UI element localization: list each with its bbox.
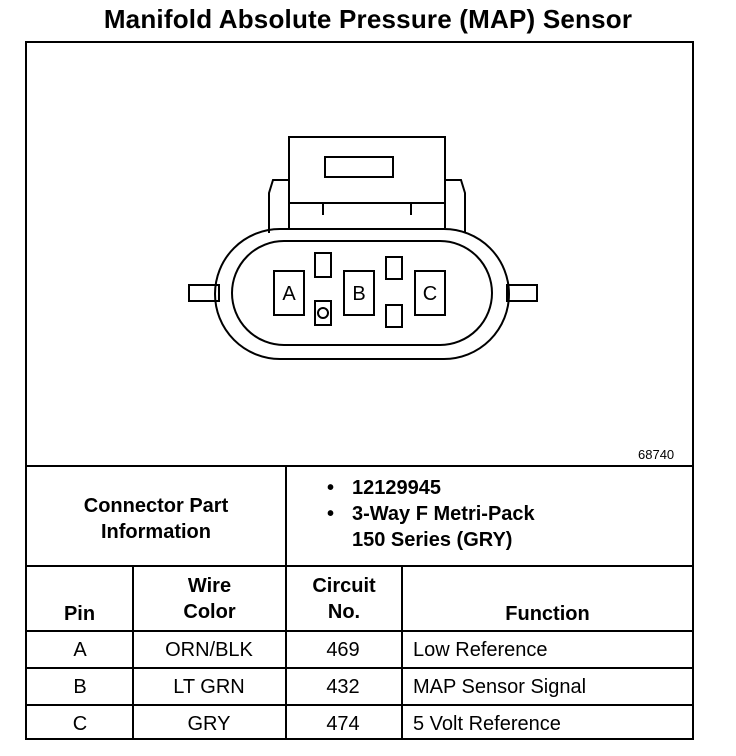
- cavity-label-c: C: [422, 283, 438, 305]
- connector-series: 150 Series (GRY): [352, 529, 513, 551]
- connector-part-info-list: [327, 475, 535, 553]
- divider: [27, 465, 692, 467]
- header-wire-color: [134, 573, 285, 625]
- page-title: Manifold Absolute Pressure (MAP) Sensor: [103, 4, 633, 34]
- header-circuit-no: [287, 573, 401, 625]
- divider: [401, 565, 403, 740]
- cell-pin: A: [73, 639, 87, 661]
- key-1: [315, 253, 331, 277]
- connector-part-info-line2: Information: [101, 521, 211, 543]
- header-circuit-line2: No.: [327, 601, 361, 623]
- key-3: [386, 257, 402, 279]
- connector-type-item: [327, 501, 535, 553]
- header-wire-line2: Color: [183, 601, 236, 623]
- cell-pin: C: [72, 713, 88, 735]
- lock-tab: [289, 137, 445, 228]
- part-number-item: [327, 475, 535, 501]
- cell-wire-color: LT GRN: [173, 676, 245, 698]
- cavity-label-a: A: [282, 283, 296, 305]
- diagram-id: 68740: [638, 447, 675, 462]
- cell-wire-color: ORN/BLK: [165, 639, 253, 661]
- key-4: [386, 305, 402, 327]
- header-function: Function: [505, 603, 590, 625]
- cell-function: 5 Volt Reference: [413, 713, 561, 735]
- header-pin: Pin: [63, 603, 96, 625]
- right-ear: [507, 285, 537, 301]
- connector-diagram: [27, 43, 692, 463]
- cell-circuit: 474: [326, 713, 360, 735]
- connector-frame: [25, 41, 694, 740]
- header-circuit-line1: Circuit: [312, 575, 376, 597]
- cell-pin: B: [73, 676, 87, 698]
- cavity-label-b: B: [352, 283, 366, 305]
- cell-function: Low Reference: [413, 639, 548, 661]
- part-number: 12129945: [352, 477, 441, 499]
- connector-part-info-line1: Connector Part: [83, 495, 229, 517]
- header-wire-line1: Wire: [187, 575, 232, 597]
- key-round: [318, 308, 328, 318]
- connector-type: 3-Way F Metri-Pack: [352, 503, 535, 525]
- cell-circuit: 469: [326, 639, 360, 661]
- cell-function: MAP Sensor Signal: [413, 676, 587, 698]
- bullet: •: [327, 477, 335, 499]
- lock-window: [325, 157, 393, 177]
- cell-circuit: 432: [326, 676, 360, 698]
- connector-part-info-label: [27, 471, 285, 567]
- cell-wire-color: GRY: [187, 713, 231, 735]
- bullet: •: [327, 503, 335, 525]
